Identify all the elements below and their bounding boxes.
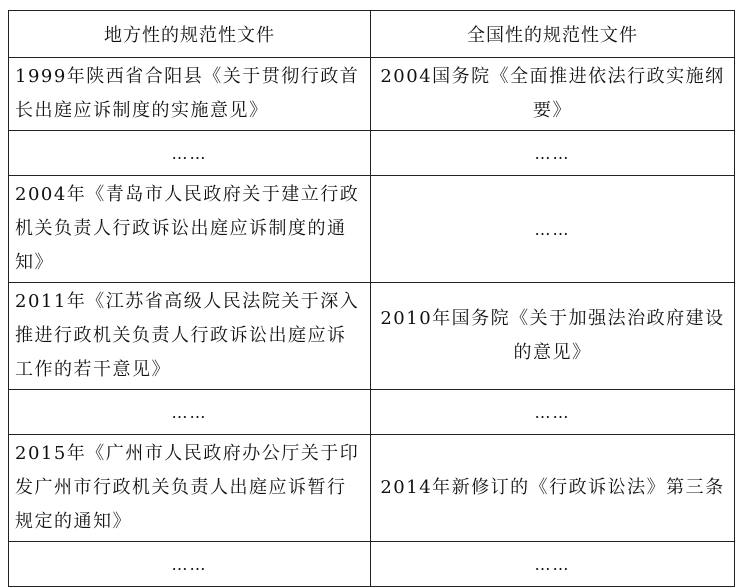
cell-national: …… bbox=[371, 390, 735, 435]
table-row bbox=[9, 542, 735, 587]
cell-national: 2010年国务院《关于加强法治政府建设的意见》 bbox=[371, 283, 735, 390]
table-row bbox=[9, 390, 735, 435]
cell-local: …… bbox=[9, 542, 371, 587]
cell-national: …… bbox=[371, 131, 735, 176]
table-row bbox=[9, 58, 735, 131]
header-national: 全国性的规范性文件 bbox=[371, 11, 735, 58]
cell-national: …… bbox=[371, 176, 735, 283]
regulation-table bbox=[8, 10, 735, 587]
table-row bbox=[9, 435, 735, 542]
cell-local: 1999年陕西省合阳县《关于贯彻行政首长出庭应诉制度的实施意见》 bbox=[9, 58, 371, 131]
header-local: 地方性的规范性文件 bbox=[9, 11, 371, 58]
cell-local: …… bbox=[9, 390, 371, 435]
cell-local: …… bbox=[9, 131, 371, 176]
cell-national: …… bbox=[371, 542, 735, 587]
cell-local: 2004年《青岛市人民政府关于建立行政机关负责人行政诉讼出庭应诉制度的通知》 bbox=[9, 176, 371, 283]
table-row bbox=[9, 131, 735, 176]
cell-national: 2004国务院《全面推进依法行政实施纲要》 bbox=[371, 58, 735, 131]
table-row bbox=[9, 176, 735, 283]
cell-local: 2015年《广州市人民政府办公厅关于印发广州市行政机关负责人出庭应诉暂行规定的通知》 bbox=[9, 435, 371, 542]
cell-local: 2011年《江苏省高级人民法院关于深入推进行政机关负责人行政诉讼出庭应诉工作的若干意见》 bbox=[9, 283, 371, 390]
cell-national: 2014年新修订的《行政诉讼法》第三条 bbox=[371, 435, 735, 542]
table-header-row bbox=[9, 11, 735, 58]
table-row bbox=[9, 283, 735, 390]
regulation-table-container bbox=[8, 10, 734, 587]
